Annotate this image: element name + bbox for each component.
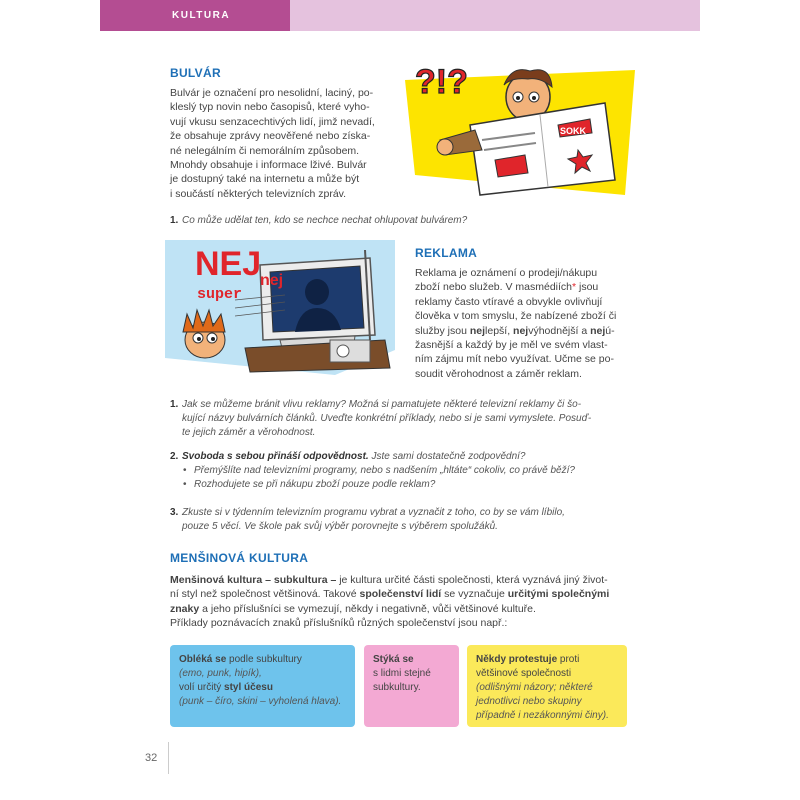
bulvar-line: že obsahuje zprávy neověřené nebo získa-	[170, 130, 371, 143]
bulvar-line: i součástí některých televizních zpráv.	[170, 187, 347, 200]
question-number: 3.	[170, 507, 179, 518]
bulvar-heading: BULVÁR	[170, 66, 221, 80]
mensinova-heading: MENŠINOVÁ KULTURA	[170, 551, 309, 565]
question-number: 1.	[170, 399, 179, 410]
bulvar-line: Bulvár je označení pro nesolidní, laciný, po-	[170, 87, 374, 99]
list-item: • Rozhodujete se při nákupu zboží pouze podle reklam?	[182, 478, 642, 492]
box-contacts: Stýká se s lidmi stejné subkultury.	[364, 645, 459, 727]
section-title: KULTURA	[172, 10, 231, 21]
reklama-paragraph	[415, 266, 627, 381]
bulvar-line: vují vkusu senzacechtivých lidí, jimž nevadí,	[170, 115, 375, 128]
box-protest: Někdy protestuje proti většinové společnosti (odlišnými názory; některé jednotlivci nebo skupiny případně i nezákonnými činy).	[467, 645, 627, 727]
tv-viewer-illustration	[165, 240, 395, 375]
nej-small-text: nej	[260, 272, 284, 289]
question-3: 3. Zkuste si v týdenním televizním programu vybrat a vyznačit z toho, co by se vám líbilo, pouze 5 věcí. Ve škole pak svůj výběr porovnejte s výběrem spolužáků.	[170, 507, 565, 533]
reklama-line: služby jsou nejlepší, nejvýhodnější a nejú-	[415, 324, 615, 337]
reklama-line: Reklama je oznámení o prodeji/nákupu	[415, 267, 598, 279]
reklama-line: zboží nebo služeb. V masmédiích* jsou	[415, 281, 599, 294]
question-2: 2. Svoboda s sebou přináší odpovědnost. Jste sami dostatečně zodpovědní? • Přemýšlíte nad televizními programy, nebo s nadšením „hltáte“ cokoliv, co právě běží? • Rozhodujete se při nákupu zboží pouze podle reklam?	[182, 450, 642, 493]
reklama-line: reklamy často vtíravé a obvykle ovlivňují	[415, 295, 603, 308]
question-1: 1. Jak se můžeme bránit vlivu reklamy? Možná si pamatujete některé televizní reklamy či šo- kující názvy bulvárních článků. Uveďte konkrétní příklady, nebo si je sami vymyslete. Posuď- te jejich záměr a věrohodnost.	[170, 399, 592, 439]
reklama-line: člověka v tom smyslu, že nabízené zboží či	[415, 310, 617, 323]
mensinova-paragraph: Menšinová kultura – subkultura – je kultura určité části společnosti, která vyznává jiný život- ní styl než společnost většinová. Takové společenství lidí se vyznačuje určitými společnými znaky a jeho příslušníci se vymezují, někdy i negativně, vůči většinové kultuře. Příklady poznávacích znaků příslušníků různých společenství jsou např.:	[170, 574, 610, 630]
reklama-line: ním zájmu mít nebo využívat. Učme se po-	[415, 353, 614, 366]
bulvar-line: kleslý typ novin nebo časopisů, které vyho-	[170, 101, 370, 114]
question-text: Co může udělat ten, kdo se nechce nechat ohlupovat bulvárem?	[182, 215, 468, 226]
question-number: 2.	[170, 451, 179, 462]
nej-big-text: NEJ	[195, 245, 262, 283]
exclaim-text: ?!?	[415, 63, 468, 101]
footnote-star: *	[572, 281, 577, 294]
reklama-line: soudit věrohodnost a záměr reklam.	[415, 367, 582, 380]
newspaper-reader-illustration	[400, 55, 640, 205]
page-number: 32	[145, 752, 158, 764]
question-2-bullets	[182, 464, 642, 492]
list-item: • Přemýšlíte nad televizními programy, nebo s nadšením „hltáte“ cokoliv, co právě běží?	[182, 464, 642, 478]
super-text: super	[197, 286, 243, 303]
header-bar	[100, 0, 700, 31]
bulvar-question	[170, 214, 702, 228]
page-divider	[168, 742, 169, 774]
bulvar-paragraph	[170, 86, 384, 201]
reklama-line: žasnější a každý by je měl ve svém vlast-	[415, 339, 608, 352]
bulvar-line: je dostupný také na internetu a může být	[170, 173, 360, 186]
reklama-heading: REKLAMA	[415, 246, 478, 260]
bulvar-line: Mnohdy obsahuje i informace lživé. Bulvár	[170, 159, 367, 172]
question-number: 1.	[170, 215, 179, 226]
newspaper-headline: SOKK	[560, 126, 587, 136]
question-2-bold: Svoboda s sebou přináší odpovědnost.	[182, 451, 369, 462]
box-clothing: Obléká se podle subkultury (emo, punk, hipík), volí určitý styl účesu (punk – číro, skini – vyholená hlava).	[170, 645, 355, 727]
bulvar-line: né nelegálním či nemorálním způsobem.	[170, 144, 360, 157]
